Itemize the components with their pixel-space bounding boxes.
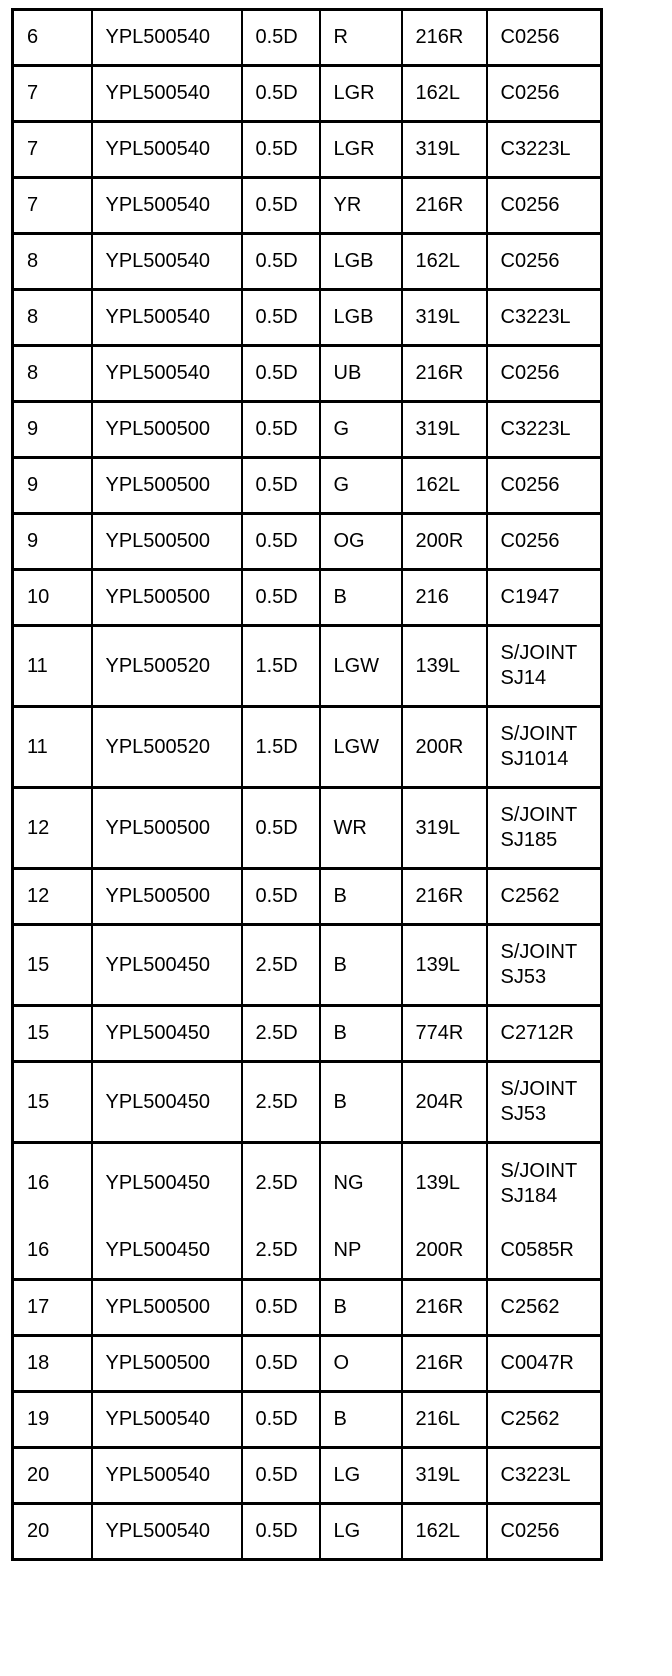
wire-size-cell: 1.5D — [242, 626, 320, 707]
terminal-text: C0256 — [500, 530, 560, 552]
table-row — [13, 458, 602, 514]
wire-size-cell: 0.5D — [242, 178, 320, 234]
wire-length-cell: 204R — [402, 1062, 487, 1143]
terminal-cell — [487, 1448, 602, 1504]
wire-color-cell: B — [320, 869, 402, 925]
table-row — [13, 788, 602, 869]
part-number-cell: YPL500540 — [92, 10, 242, 66]
terminal-text: C0256 — [500, 1520, 560, 1542]
terminal-text: S/JOINT — [500, 941, 578, 963]
wire-color-cell: LGB — [320, 234, 402, 290]
wire-length-cell: 139L — [402, 626, 487, 707]
terminal-cell — [487, 570, 602, 626]
circuit-number-cell: 7 — [13, 122, 92, 178]
wire-size-cell: 1.5D — [242, 707, 320, 788]
terminal-text: C2712R — [500, 1022, 574, 1044]
wire-color-cell: B — [320, 925, 402, 1006]
wire-size-cell: 0.5D — [242, 346, 320, 402]
wire-length-cell: 162L — [402, 66, 487, 122]
terminal-cell — [487, 514, 602, 570]
wire-color-cell: R — [320, 10, 402, 66]
wire-color-cell: B — [320, 1006, 402, 1062]
wiring-table — [11, 8, 603, 1561]
terminal-cell — [487, 707, 602, 788]
terminal-text: C3223L — [500, 1464, 571, 1486]
terminal-text: SJ1014 — [500, 748, 569, 770]
circuit-number-cell: 8 — [13, 290, 92, 346]
wire-length-cell: 216R — [402, 10, 487, 66]
terminal-text: C2562 — [500, 885, 560, 907]
wire-color-cell: LG — [320, 1448, 402, 1504]
wire-color-cell: B — [320, 1392, 402, 1448]
table-row — [13, 1336, 602, 1392]
table-row — [13, 346, 602, 402]
wire-length-cell: 216R — [402, 869, 487, 925]
wiring-table-body — [13, 10, 602, 1560]
wire-color-cell: LGB — [320, 290, 402, 346]
wire-size-cell: 2.5D — [242, 1006, 320, 1062]
circuit-number-cell: 8 — [13, 234, 92, 290]
part-number-cell: YPL500540 — [92, 1448, 242, 1504]
wire-color-cell: NG — [320, 1143, 402, 1224]
wire-color-cell: O — [320, 1336, 402, 1392]
wire-size-cell: 0.5D — [242, 122, 320, 178]
terminal-text: C1947 — [500, 586, 560, 608]
wire-color-cell: LGR — [320, 66, 402, 122]
wire-size-cell: 0.5D — [242, 290, 320, 346]
table-row — [13, 1280, 602, 1336]
part-number-cell: YPL500500 — [92, 1336, 242, 1392]
wire-color-cell: G — [320, 458, 402, 514]
part-number-cell: YPL500500 — [92, 570, 242, 626]
terminal-text: SJ53 — [500, 966, 547, 988]
table-row — [13, 1062, 602, 1143]
circuit-number-cell: 6 — [13, 10, 92, 66]
part-number-cell: YPL500540 — [92, 122, 242, 178]
terminal-text: S/JOINT — [500, 723, 578, 745]
terminal-text: C0256 — [500, 474, 560, 496]
terminal-text: C0256 — [500, 26, 560, 48]
terminal-text: C0256 — [500, 194, 560, 216]
wire-color-cell: LG — [320, 1504, 402, 1560]
part-number-cell: YPL500500 — [92, 402, 242, 458]
table-row — [13, 1392, 602, 1448]
circuit-number-cell: 20 — [13, 1504, 92, 1560]
wire-length-cell: 216R — [402, 178, 487, 234]
wire-color-cell: OG — [320, 514, 402, 570]
wire-length-cell: 319L — [402, 1448, 487, 1504]
terminal-cell — [487, 1280, 602, 1336]
terminal-cell — [487, 1006, 602, 1062]
wire-color-cell: LGR — [320, 122, 402, 178]
table-row — [13, 178, 602, 234]
wire-size-cell: 0.5D — [242, 234, 320, 290]
wire-color-cell: G — [320, 402, 402, 458]
wire-size-cell: 0.5D — [242, 1392, 320, 1448]
wire-size-cell: 0.5D — [242, 458, 320, 514]
part-number-cell: YPL500500 — [92, 869, 242, 925]
circuit-number-cell: 17 — [13, 1280, 92, 1336]
table-row — [13, 402, 602, 458]
terminal-cell — [487, 234, 602, 290]
wire-size-cell: 2.5D — [242, 1224, 320, 1280]
circuit-number-cell: 15 — [13, 925, 92, 1006]
wire-color-cell: B — [320, 1280, 402, 1336]
terminal-cell — [487, 1224, 602, 1280]
part-number-cell: YPL500500 — [92, 458, 242, 514]
table-row — [13, 707, 602, 788]
wire-color-cell: YR — [320, 178, 402, 234]
terminal-cell — [487, 122, 602, 178]
wire-length-cell: 139L — [402, 925, 487, 1006]
terminal-text: S/JOINT — [500, 1159, 578, 1182]
wire-size-cell: 0.5D — [242, 869, 320, 925]
table-row — [13, 570, 602, 626]
terminal-text: C0585R — [500, 1239, 574, 1262]
table-row — [13, 1143, 602, 1224]
terminal-text: SJ184 — [500, 1184, 558, 1207]
table-row — [13, 10, 602, 66]
wire-length-cell: 216R — [402, 346, 487, 402]
wire-length-cell: 774R — [402, 1006, 487, 1062]
table-row — [13, 290, 602, 346]
wire-color-cell: UB — [320, 346, 402, 402]
wire-length-cell: 162L — [402, 234, 487, 290]
circuit-number-cell: 9 — [13, 458, 92, 514]
part-number-cell: YPL500520 — [92, 626, 242, 707]
terminal-cell — [487, 1392, 602, 1448]
wire-length-cell: 200R — [402, 1224, 487, 1280]
wire-size-cell: 0.5D — [242, 1448, 320, 1504]
part-number-cell: YPL500520 — [92, 707, 242, 788]
part-number-cell: YPL500540 — [92, 1392, 242, 1448]
terminal-text: C0256 — [500, 250, 560, 272]
terminal-text: SJ53 — [500, 1103, 547, 1125]
terminal-cell — [487, 626, 602, 707]
circuit-number-cell: 9 — [13, 514, 92, 570]
table-row — [13, 626, 602, 707]
terminal-text: S/JOINT — [500, 1078, 578, 1100]
terminal-text: C0256 — [500, 362, 560, 384]
circuit-number-cell: 10 — [13, 570, 92, 626]
wire-color-cell: WR — [320, 788, 402, 869]
wire-color-cell: B — [320, 570, 402, 626]
table-row — [13, 1504, 602, 1560]
wire-length-cell: 200R — [402, 514, 487, 570]
table-row — [13, 122, 602, 178]
part-number-cell: YPL500450 — [92, 1143, 242, 1224]
terminal-cell — [487, 402, 602, 458]
wire-size-cell: 0.5D — [242, 570, 320, 626]
terminal-cell — [487, 925, 602, 1006]
wire-length-cell: 319L — [402, 788, 487, 869]
part-number-cell: YPL500540 — [92, 234, 242, 290]
circuit-number-cell: 19 — [13, 1392, 92, 1448]
terminal-cell — [487, 788, 602, 869]
wire-size-cell: 0.5D — [242, 66, 320, 122]
wire-length-cell: 216R — [402, 1280, 487, 1336]
wire-size-cell: 0.5D — [242, 1336, 320, 1392]
circuit-number-cell: 12 — [13, 869, 92, 925]
wire-color-cell: LGW — [320, 626, 402, 707]
circuit-number-cell: 15 — [13, 1006, 92, 1062]
circuit-number-cell: 12 — [13, 788, 92, 869]
wire-size-cell: 0.5D — [242, 1504, 320, 1560]
terminal-cell — [487, 1504, 602, 1560]
terminal-cell — [487, 1062, 602, 1143]
terminal-text: C2562 — [500, 1296, 560, 1318]
wire-size-cell: 2.5D — [242, 1062, 320, 1143]
wire-length-cell: 216 — [402, 570, 487, 626]
part-number-cell: YPL500450 — [92, 1224, 242, 1280]
terminal-cell — [487, 10, 602, 66]
circuit-number-cell: 16 — [13, 1143, 92, 1224]
part-number-cell: YPL500500 — [92, 788, 242, 869]
terminal-cell — [487, 1336, 602, 1392]
table-row — [13, 869, 602, 925]
wire-size-cell: 0.5D — [242, 10, 320, 66]
circuit-number-cell: 9 — [13, 402, 92, 458]
wire-length-cell: 319L — [402, 122, 487, 178]
terminal-cell — [487, 1143, 602, 1224]
wire-size-cell: 0.5D — [242, 1280, 320, 1336]
circuit-number-cell: 11 — [13, 707, 92, 788]
wire-color-cell: LGW — [320, 707, 402, 788]
terminal-text: C3223L — [500, 418, 571, 440]
table-row — [13, 1224, 602, 1280]
circuit-number-cell: 7 — [13, 178, 92, 234]
circuit-number-cell: 8 — [13, 346, 92, 402]
part-number-cell: YPL500540 — [92, 1504, 242, 1560]
wire-length-cell: 200R — [402, 707, 487, 788]
wire-length-cell: 216L — [402, 1392, 487, 1448]
wire-size-cell: 0.5D — [242, 788, 320, 869]
table-row — [13, 925, 602, 1006]
wire-size-cell: 2.5D — [242, 925, 320, 1006]
wire-size-cell: 2.5D — [242, 1143, 320, 1224]
terminal-cell — [487, 458, 602, 514]
wire-length-cell: 139L — [402, 1143, 487, 1224]
part-number-cell: YPL500450 — [92, 1006, 242, 1062]
part-number-cell: YPL500540 — [92, 178, 242, 234]
terminal-text: C3223L — [500, 306, 571, 328]
circuit-number-cell: 20 — [13, 1448, 92, 1504]
table-row — [13, 1006, 602, 1062]
terminal-text: SJ185 — [500, 829, 558, 851]
wire-color-cell: NP — [320, 1224, 402, 1280]
wire-length-cell: 216R — [402, 1336, 487, 1392]
table-row — [13, 514, 602, 570]
terminal-text: C0256 — [500, 82, 560, 104]
wire-color-cell: B — [320, 1062, 402, 1143]
wire-length-cell: 162L — [402, 458, 487, 514]
part-number-cell: YPL500540 — [92, 346, 242, 402]
part-number-cell: YPL500500 — [92, 514, 242, 570]
terminal-cell — [487, 178, 602, 234]
part-number-cell: YPL500500 — [92, 1280, 242, 1336]
terminal-text: C3223L — [500, 138, 571, 160]
terminal-cell — [487, 869, 602, 925]
table-row — [13, 66, 602, 122]
part-number-cell: YPL500450 — [92, 925, 242, 1006]
terminal-cell — [487, 66, 602, 122]
wire-length-cell: 319L — [402, 402, 487, 458]
part-number-cell: YPL500450 — [92, 1062, 242, 1143]
part-number-cell: YPL500540 — [92, 290, 242, 346]
wire-length-cell: 162L — [402, 1504, 487, 1560]
terminal-text: S/JOINT — [500, 642, 578, 664]
circuit-number-cell: 7 — [13, 66, 92, 122]
circuit-number-cell: 18 — [13, 1336, 92, 1392]
wire-length-cell: 319L — [402, 290, 487, 346]
circuit-number-cell: 11 — [13, 626, 92, 707]
circuit-number-cell: 16 — [13, 1224, 92, 1280]
terminal-text: S/JOINT — [500, 804, 578, 826]
wire-size-cell: 0.5D — [242, 514, 320, 570]
terminal-cell — [487, 346, 602, 402]
circuit-number-cell: 15 — [13, 1062, 92, 1143]
terminal-text: SJ14 — [500, 667, 547, 689]
wire-size-cell: 0.5D — [242, 402, 320, 458]
table-row — [13, 234, 602, 290]
terminal-text: C2562 — [500, 1408, 560, 1430]
terminal-cell — [487, 290, 602, 346]
table-row — [13, 1448, 602, 1504]
part-number-cell: YPL500540 — [92, 66, 242, 122]
terminal-text: C0047R — [500, 1352, 574, 1374]
